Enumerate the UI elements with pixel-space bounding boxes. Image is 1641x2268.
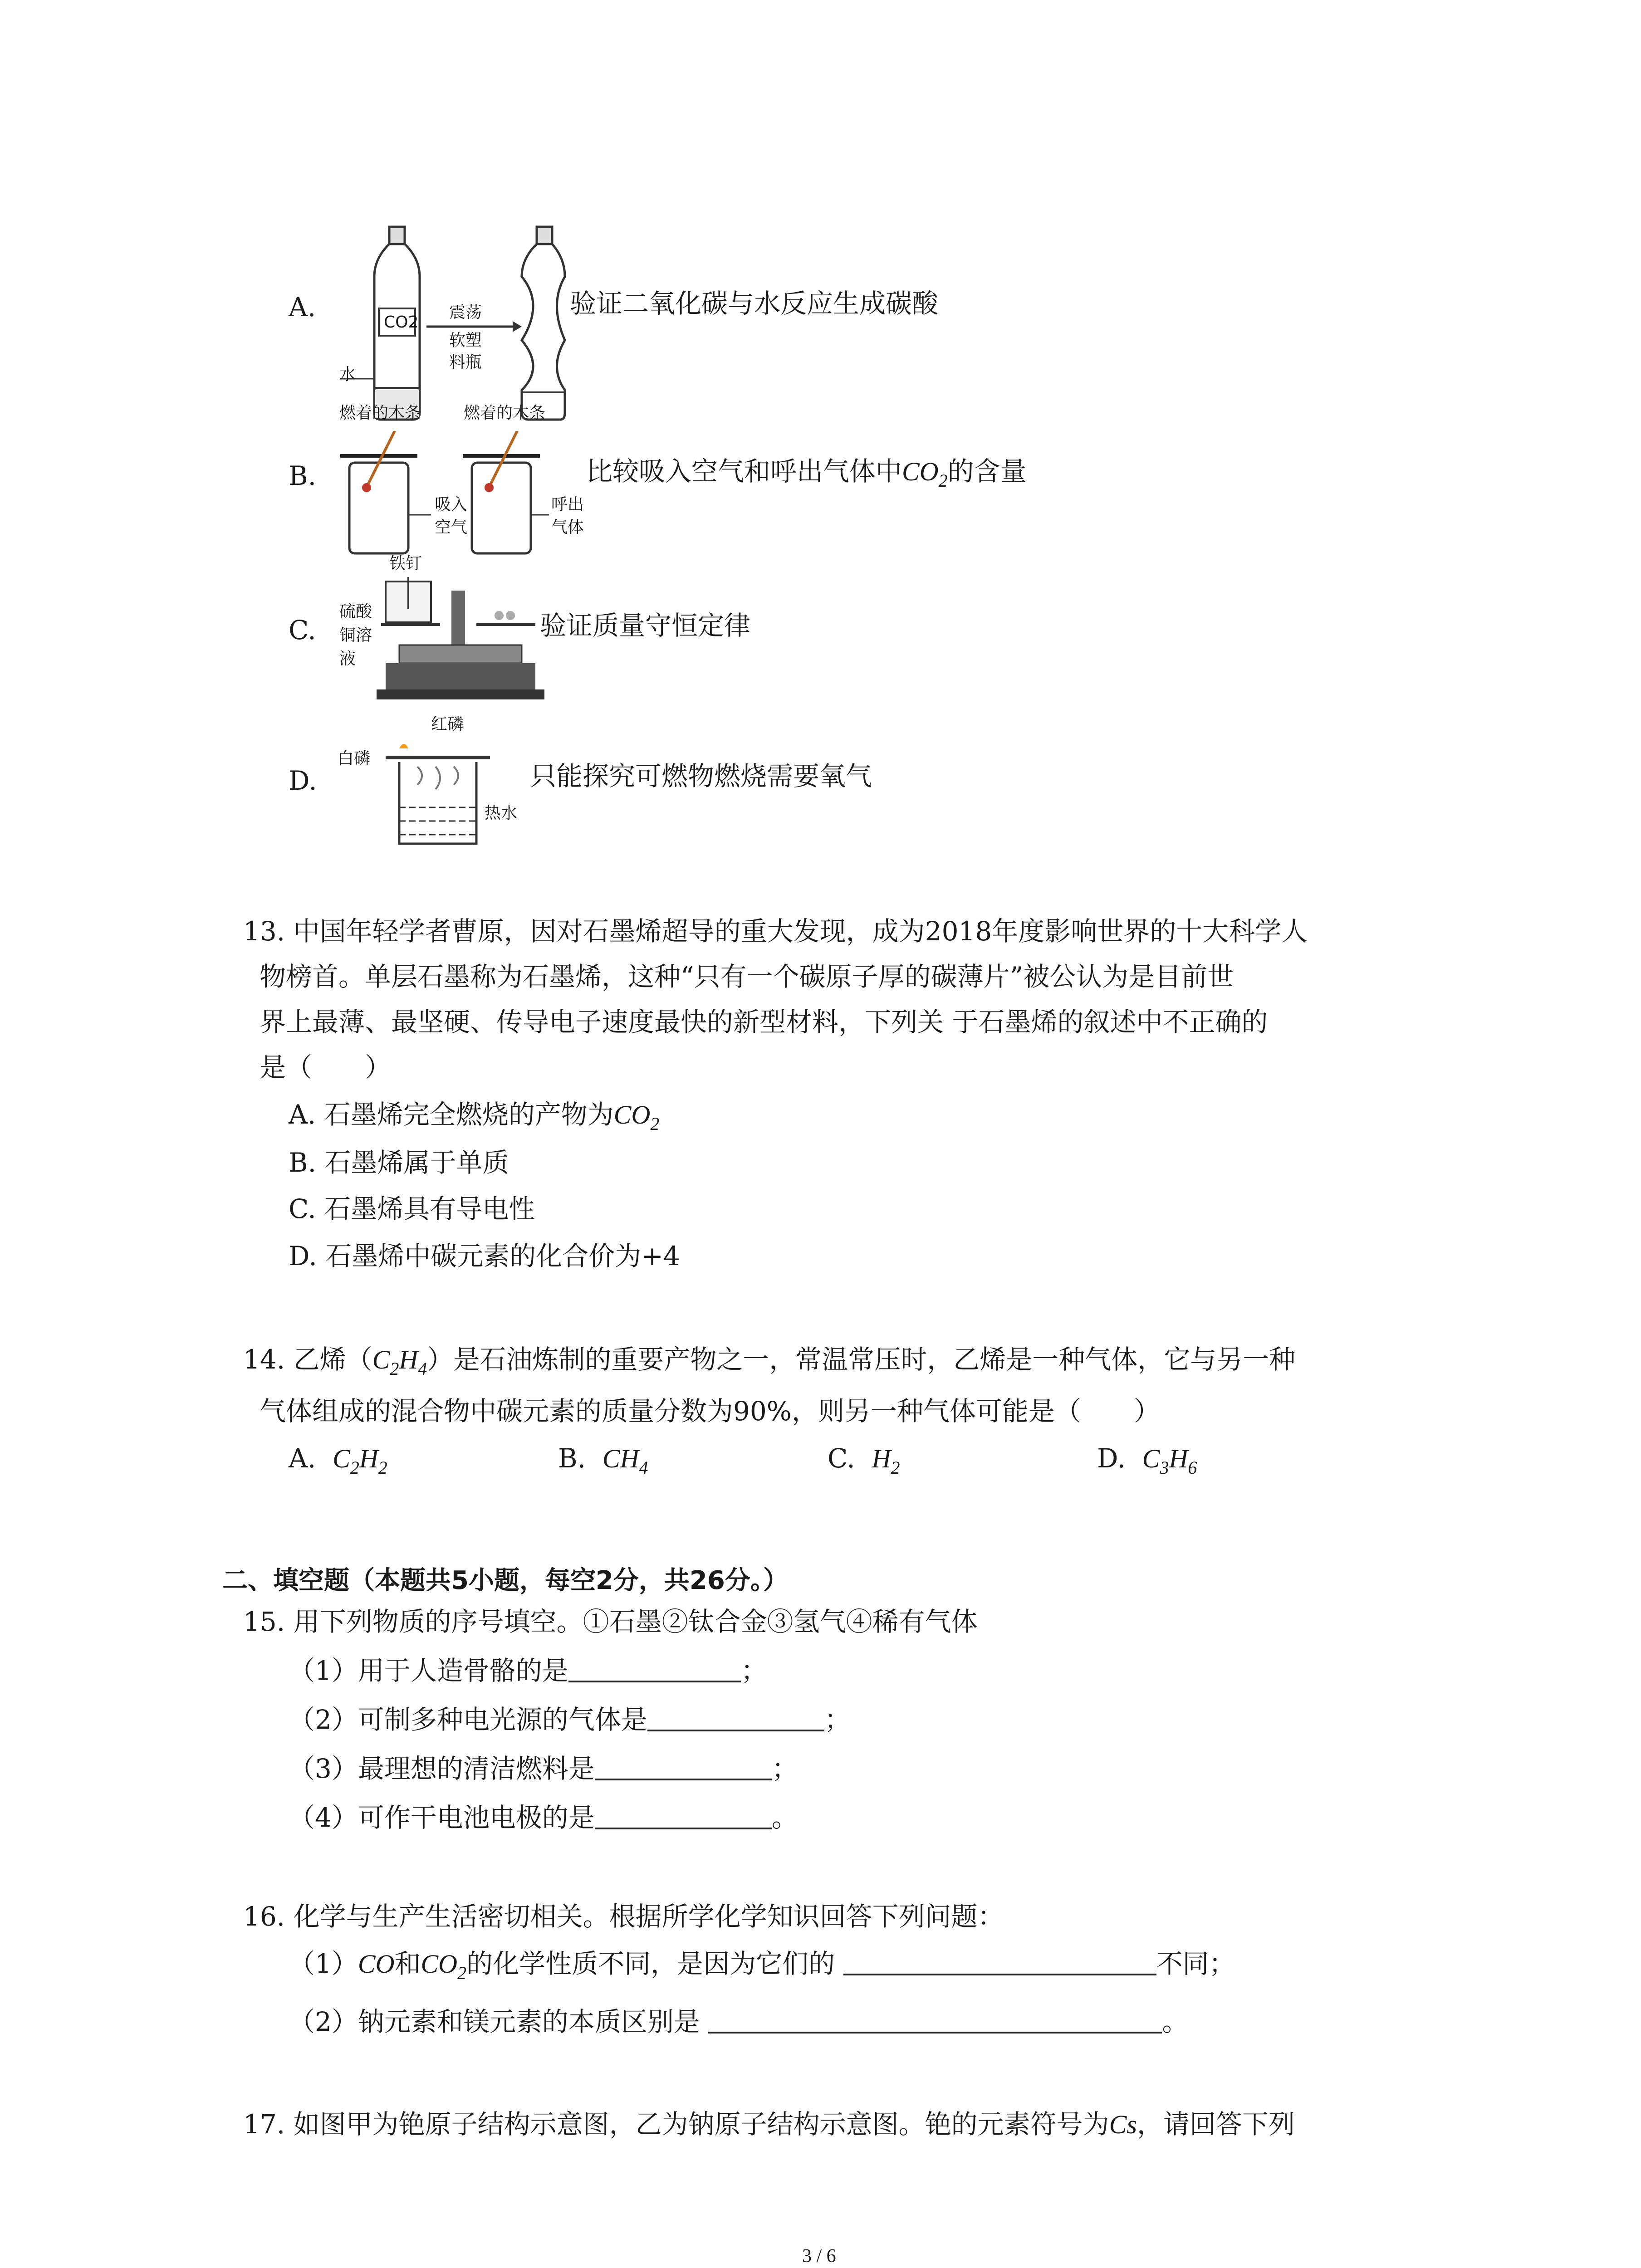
q13-option-c: C. 石墨烯具有导电性: [289, 1193, 535, 1224]
q14-option-c: C. $H_2$: [828, 1443, 900, 1478]
q16-item-2: （2）钠元素和镁元素的本质区别是 。: [289, 2006, 1189, 2037]
q13-line-4: 是（ ）: [260, 1052, 392, 1083]
bottle-label-2: 料瓶: [449, 353, 482, 371]
exhaled-label-1: 呼出: [551, 495, 584, 514]
exhaled-label-2: 气体: [551, 518, 584, 537]
water-label: 水: [339, 365, 356, 384]
q15-item-1: （1）用于人造骨骼的是 ；: [289, 1655, 767, 1686]
balance-figure: [372, 572, 544, 709]
co2-label: CO2: [384, 313, 419, 332]
co2-bottle-figure: [331, 218, 567, 435]
white-phosphorus-label: 白磷: [338, 749, 371, 768]
option-b-text: 比较吸入空气和呼出气体中$CO_2$的含量: [586, 456, 1027, 491]
splint-label-2: 燃着的木条: [464, 404, 546, 422]
q16-item-1: （1）CO和$CO_2$的化学性质不同，是因为它们的 不同；: [289, 1948, 1235, 1983]
option-c-text: 验证质量守恒定律: [540, 610, 751, 641]
option-a-letter: A.: [289, 292, 316, 323]
q17-line: 17. 如图甲为铯原子结构示意图，乙为钠原子结构示意图。铯的元素符号为Cs，请回答下列: [243, 2109, 1295, 2140]
q15-blank-1[interactable]: [568, 1661, 741, 1682]
inhaled-label-1: 吸入: [435, 495, 468, 514]
q16-blank-2[interactable]: [708, 2012, 1162, 2033]
q15-blank-3[interactable]: [595, 1759, 772, 1780]
q14-line-2: 气体组成的混合物中碳元素的质量分数为90%，则另一种气体可能是（ ）: [260, 1396, 1160, 1427]
q15-item-4: （4）可作干电池电极的是 。: [289, 1802, 798, 1833]
q13-line-1: 13. 中国年轻学者曹原，因对石墨烯超导的重大发现，成为2018年度影响世界的十大科学人: [243, 916, 1308, 947]
q13-option-d: D. 石墨烯中碳元素的化合价为+4: [289, 1241, 680, 1271]
option-d-letter: D.: [289, 765, 317, 796]
q15-blank-2[interactable]: [647, 1710, 824, 1731]
option-b-letter: B.: [289, 460, 317, 491]
red-phosphorus-label: 红磷: [431, 715, 464, 733]
solution-label-3: 液: [339, 650, 356, 668]
q16-stem: 16. 化学与生产生活密切相关。根据所学化学知识回答下列问题：: [243, 1901, 1004, 1932]
q15-blank-4[interactable]: [595, 1808, 772, 1829]
q13-line-3: 界上最薄、最坚硬、传导电子速度最快的新型材料，下列关 于石墨烯的叙述中不正确的: [260, 1007, 1268, 1037]
inhaled-label-2: 空气: [435, 518, 468, 537]
q15-stem: 15. 用下列物质的序号填空。①石墨②钛合金③氢气④稀有气体: [243, 1606, 978, 1637]
q14-line-1: 14. 乙烯$(C_2H_4)$是石油炼制的重要产物之一，常温常压时，乙烯是一种气体，它与另一种: [243, 1344, 1296, 1379]
section-2-heading: 二、填空题（本题共5小题，每空2分，共26分。）: [222, 1566, 789, 1595]
q15-item-3: （3）最理想的清洁燃料是 ；: [289, 1753, 798, 1784]
solution-label-1: 硫酸: [339, 602, 372, 621]
q14-option-a: A. $C_2H_2$: [289, 1443, 387, 1478]
q15-item-2: （2）可制多种电光源的气体是 ；: [289, 1704, 851, 1735]
q16-blank-1[interactable]: [843, 1954, 1156, 1975]
q14-option-b: B. $CH_4$: [558, 1443, 648, 1478]
option-d-text: 只能探究可燃物燃烧需要氧气: [530, 761, 872, 792]
page-number: 3 / 6: [802, 2246, 836, 2267]
q14-option-d: D. $C_3H_6$: [1097, 1443, 1197, 1478]
q13-option-b: B. 石墨烯属于单质: [289, 1147, 509, 1178]
q13-option-a: A. 石墨烯完全燃烧的产物为$CO_2$: [289, 1099, 660, 1134]
hot-water-label: 热水: [485, 804, 518, 822]
splint-label-1: 燃着的木条: [339, 404, 421, 422]
bottle-label-1: 软塑: [449, 331, 482, 350]
solution-label-2: 铜溶: [339, 626, 372, 645]
q13-line-2: 物榜首。单层石墨称为石墨烯，这种“只有一个碳原子厚的碳薄片”被公认为是目前世: [260, 961, 1234, 992]
shake-label: 震荡: [449, 303, 482, 322]
combustion-figure: [386, 739, 495, 853]
nail-label: 铁钉: [389, 554, 422, 573]
option-a-text: 验证二氧化碳与水反应生成碳酸: [570, 288, 939, 319]
option-c-letter: C.: [289, 615, 316, 645]
